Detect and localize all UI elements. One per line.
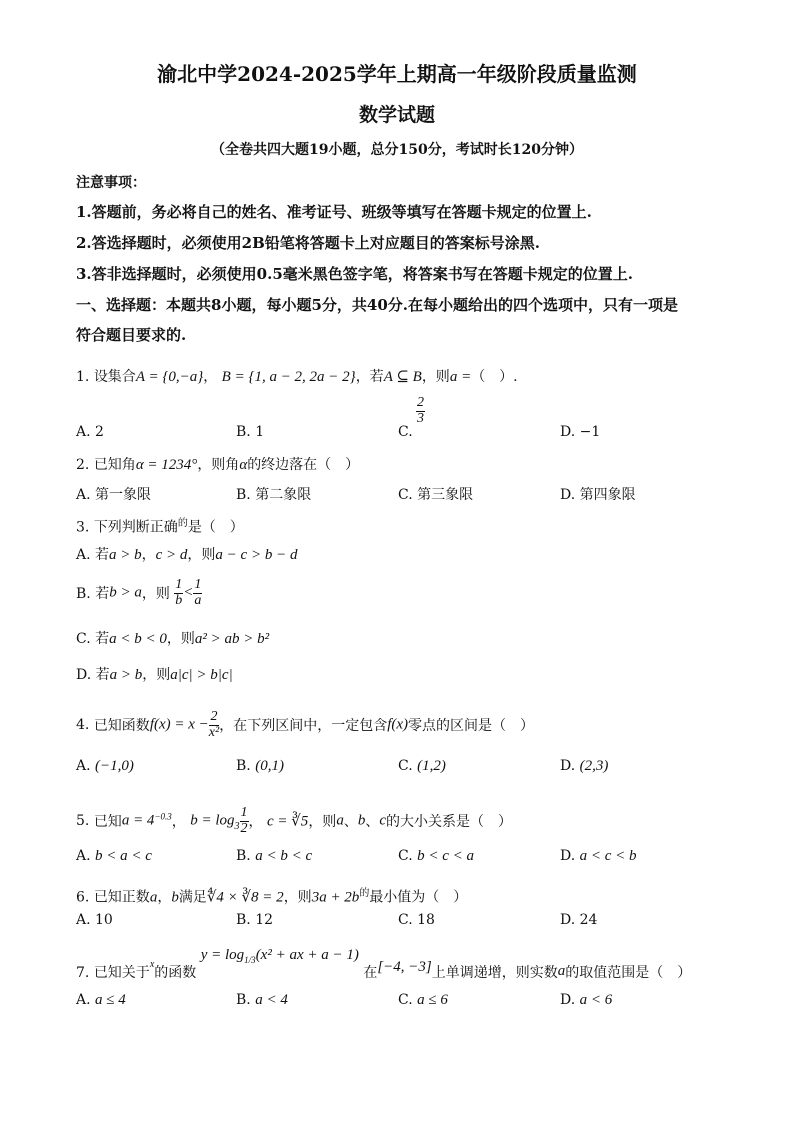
option-c: C. b < c < a [398, 848, 475, 864]
option-a: A. a ≤ 4 [76, 992, 126, 1008]
math: B = {1, a − 2, 2a − 2} [221, 369, 356, 385]
question-number: 3. [76, 519, 90, 536]
option-a: A. b < a < c [76, 848, 152, 864]
question-number: 7. [76, 965, 90, 981]
question-number: 6. [76, 889, 90, 906]
note-item-2: 2.答选择题时，必须使用2B铅笔将答题卡上对应题目的答案标号涂黑. [76, 234, 540, 252]
option-d: D. a < c < b [560, 848, 637, 864]
question-6: 6. 已知正数a，b满足∜4 × ∛8 = 2，则$3a + 2b^的$最小值为（ ） [76, 888, 468, 906]
math: α = 1234° [135, 457, 198, 473]
option-b: B. (0,1) [236, 758, 284, 774]
option-c: C. (1,2) [398, 758, 446, 774]
exam-info: （全卷共四大题19小题，总分150分，考试时长120分钟） [211, 142, 583, 158]
option-d: D. 24 [560, 912, 598, 928]
option-d: D. 若a > b，则a|c| > b|c| [76, 667, 233, 683]
option-b: B. a < 4 [236, 992, 288, 1008]
option-d: D. 第四象限 [560, 487, 636, 503]
math: a = [449, 369, 472, 385]
option-b: B. 若b > a，则 $\frac{1}{b}$ < $\frac{1}{a}$ [76, 577, 202, 608]
option-a: A. 10 [76, 912, 113, 928]
question-3: 3. 下列判断正确$^的$是（ ） [76, 518, 244, 536]
option-c: C. [398, 424, 413, 440]
math: A ⊆ B [383, 369, 422, 385]
note-item-1: 1.答题前，务必将自己的姓名、准考证号、班级等填写在答题卡规定的位置上. [76, 203, 592, 221]
math: A = {0,−a} [135, 369, 204, 385]
option-d: D. a < 6 [560, 992, 613, 1008]
option-a: A. 若a > b，c > d，则a − c > b − d [76, 547, 298, 563]
option-b: B. 12 [236, 912, 274, 928]
section-heading-line2: 符合题目要求的. [76, 326, 187, 344]
question-4: 4. 已知函数f(x) = x − $\frac{2}{\text{x²}}$ ，在下列区间中，一定包含f(x)零点的区间是（ ） [76, 709, 535, 740]
option-b: B. 第二象限 [236, 487, 312, 503]
question-number: 2. [76, 457, 90, 473]
option-d: D. (2,3) [560, 758, 609, 774]
note-item-3: 3.答非选择题时，必须使用0.5毫米黑色签字笔，将答案书写在答题卡规定的位置上. [76, 265, 633, 283]
option-b: B. a < b < c [236, 848, 313, 864]
math: α [239, 457, 248, 473]
option-a: A. (−1,0) [76, 758, 134, 774]
option-c: C. 18 [398, 912, 435, 928]
fraction: $\frac{2}{3}$ [417, 395, 424, 426]
option-a: A. 第一象限 [76, 487, 152, 503]
option-c: C. a ≤ 6 [398, 992, 448, 1008]
question-number: 5. [76, 813, 90, 830]
option-a: A. 2 [76, 424, 104, 440]
question-number: 4. [76, 717, 90, 734]
option-c: C. 若a < b < 0，则a² > ab > b² [76, 631, 270, 647]
notes-heading: 注意事项： [76, 175, 146, 191]
option-d: D. −1 [560, 424, 601, 440]
option-b: B. 1 [236, 424, 265, 440]
option-c: C. 第三象限 [398, 487, 474, 503]
page-title: 渝北中学2024-2025学年上期高一年级阶段质量监测 [157, 62, 637, 86]
question-5: 5. 已知$a = 4^{-0.3}$， $b = \log_3$ $\frac{1}{2}$ ， c = ∛5，则a、b、c的大小关系是（ ） [76, 805, 512, 836]
page-subtitle: 数学试题 [358, 104, 435, 126]
question-2: 2. 已知角α = 1234°，则角α的终边落在（ ） [76, 457, 360, 473]
question-7: 7. 已知关于x的函数 $y = \log_{1/3}(x^2$ + ax + a − 1) 在[−4, −3]上单调递增，则实数a的取值范围是（ ） [76, 947, 692, 981]
question-number: 1. [76, 369, 90, 385]
question-1: 1. 设集合A = {0,−a}， B = {1, a − 2, 2a − 2}，若A ⊆ B，则a =（ ）. [76, 369, 518, 385]
section-heading-line1: 一、选择题：本题共8小题，每小题5分，共40分.在每小题给出的四个选项中，只有一项是 [76, 296, 678, 314]
